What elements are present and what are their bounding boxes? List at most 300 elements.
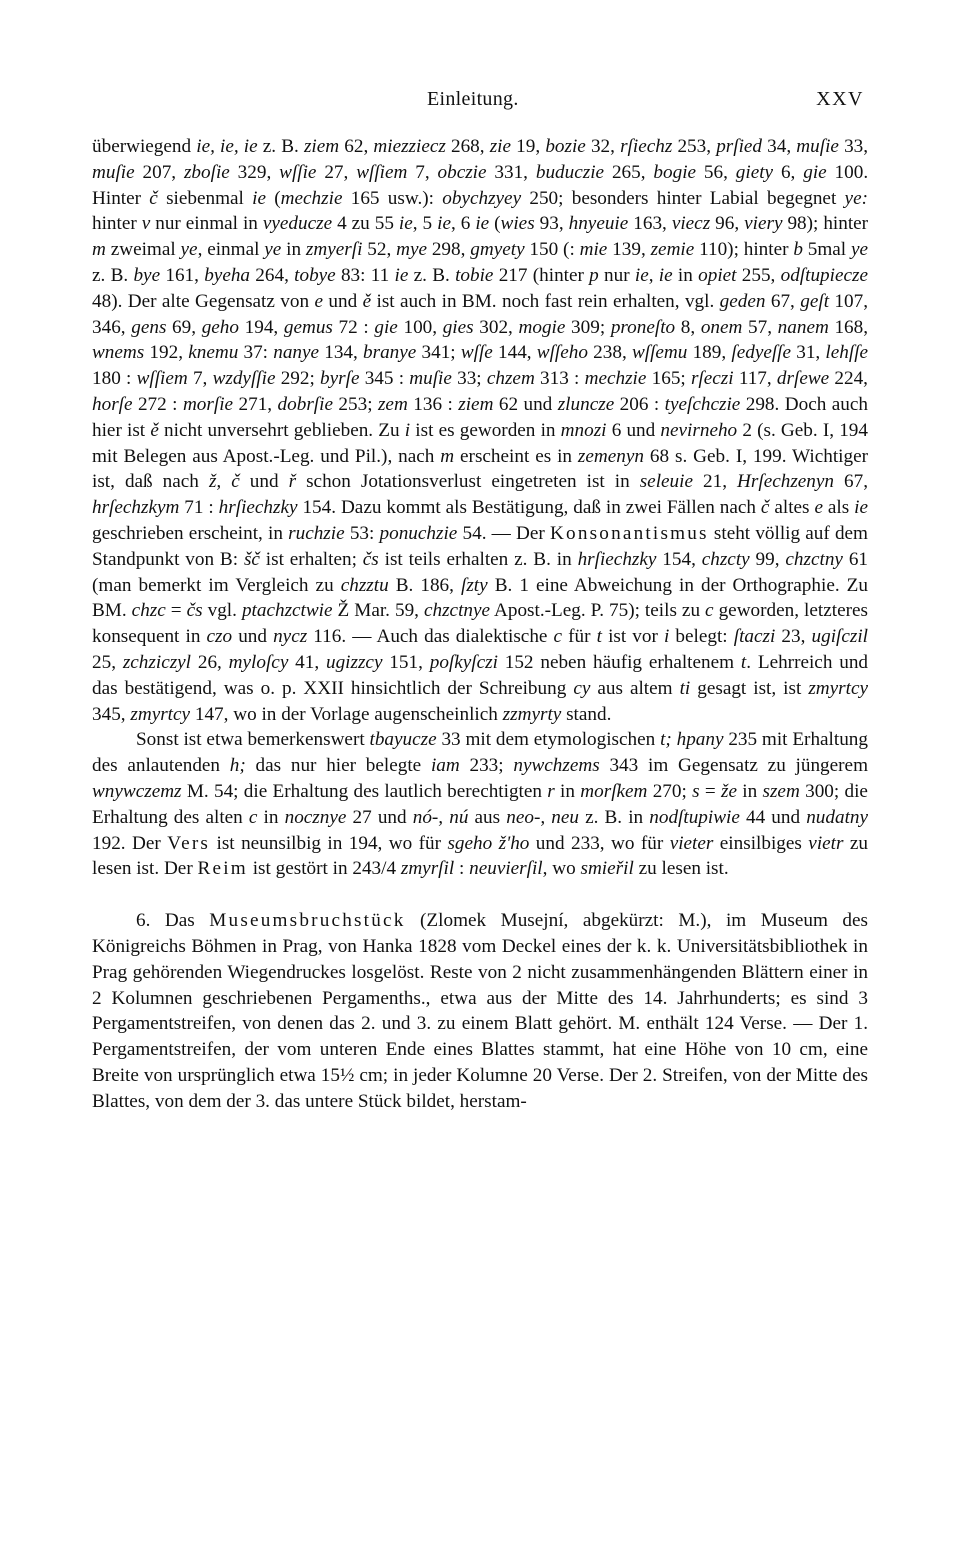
text-run: belegt:: [669, 626, 734, 648]
text-run: 117,: [733, 368, 777, 390]
italic-term: zemie: [650, 239, 695, 261]
text-run: ist teils erhalten z. B. in: [378, 548, 578, 570]
text-run: und: [239, 471, 289, 493]
paragraph: [92, 908, 868, 1114]
italic-term: muſie: [92, 161, 135, 183]
running-head-title: Einleitung.: [427, 88, 519, 110]
italic-term: zie: [489, 136, 512, 157]
text-run: 48). Der alte Gegensatz von: [92, 290, 315, 312]
text-run: 144,: [492, 342, 537, 364]
italic-term: tyeſchczie: [664, 393, 741, 415]
italic-term: odſtupiecze: [780, 264, 868, 286]
italic-term: geſt: [800, 290, 830, 312]
italic-term: hrſiechzky: [218, 497, 298, 519]
text-run: 44 und: [739, 806, 807, 828]
italic-term: cy: [573, 677, 591, 699]
italic-term: mechzie: [584, 368, 647, 390]
text-run: 345 :: [359, 368, 410, 390]
italic-term: wnywczemz: [92, 780, 182, 802]
text-run: 147, wo in der Vorlage augenscheinlich: [190, 703, 503, 725]
text-run: 268,: [445, 136, 490, 157]
italic-term: lehſſe: [825, 342, 869, 364]
italic-term: ř: [288, 471, 297, 493]
text-run: 161,: [160, 264, 205, 286]
text-run: 134,: [319, 342, 364, 364]
text-run: 67,: [834, 471, 869, 493]
text-run: 100. Hinter: [92, 161, 869, 209]
italic-term: rſeczi: [690, 368, 734, 390]
italic-term: č: [149, 187, 158, 209]
text-run: M. 54; die Erhaltung des lautlich berechtigten: [181, 780, 548, 802]
italic-term: wſſiem: [356, 161, 408, 183]
text-run: 253;: [332, 393, 378, 415]
text-run: einsilbiges: [713, 832, 809, 854]
text-run: ist gestört in 243/4: [247, 858, 401, 880]
text-run: 343 im Gegensatz zu jüngerem: [599, 755, 868, 777]
italic-term: ptachzctwie: [241, 600, 333, 622]
text-run: für: [562, 626, 597, 648]
text-run: 224,: [829, 368, 868, 390]
text-run: 309;: [565, 316, 611, 338]
italic-term: geden: [719, 290, 766, 312]
text-run: überwiegend: [92, 136, 197, 157]
italic-term: szem: [762, 780, 800, 802]
italic-term: wſſie: [279, 161, 317, 183]
text-run: 165;: [646, 368, 691, 390]
italic-term: ruchzie: [288, 522, 345, 544]
italic-term: bye: [133, 264, 161, 286]
italic-term: nudatny: [806, 806, 869, 828]
italic-term: ie: [394, 264, 409, 286]
text-run: in: [281, 239, 306, 261]
italic-term: wſſiem: [136, 368, 188, 390]
text-run: 83: 11: [335, 264, 395, 286]
italic-term: gies: [442, 316, 474, 338]
italic-term: i: [404, 419, 411, 441]
text-run: 194,: [239, 316, 284, 338]
italic-term: ugizzcy: [325, 651, 383, 673]
text-run: 313 :: [534, 368, 585, 390]
text-run: 5mal: [802, 239, 851, 261]
text-run: 329,: [229, 161, 280, 183]
running-head: [92, 88, 868, 122]
text-run: steht völlig auf dem Standpunkt von B:: [92, 522, 868, 570]
italic-term: c: [248, 806, 258, 828]
text-run: 116. — Auch das dialektische: [307, 626, 554, 648]
text-run: 292;: [275, 368, 321, 390]
text-run: 192. Der: [92, 832, 168, 854]
text-run: als: [822, 497, 855, 519]
italic-term: zboſie: [183, 161, 230, 183]
text-run: 192,: [144, 342, 189, 364]
italic-term: zmyrtcy: [808, 677, 868, 699]
italic-term: morſkem: [580, 780, 648, 802]
italic-term: gemus: [283, 316, 333, 338]
text-run: z. B.: [92, 264, 134, 286]
italic-term: horſe: [92, 393, 133, 415]
italic-term: byeha: [204, 264, 251, 286]
italic-term: nanye: [273, 342, 320, 364]
italic-term: ž, č: [208, 471, 240, 493]
spaced-term: Reim: [197, 858, 248, 880]
italic-term: muſie: [796, 136, 839, 157]
italic-term: tbayucze: [369, 729, 437, 751]
text-run: 264,: [250, 264, 295, 286]
italic-term: ie: [437, 213, 451, 235]
text-run: 341;: [416, 342, 461, 364]
italic-term: hrſechzkym: [92, 497, 180, 519]
text-run: 27,: [316, 161, 357, 183]
italic-term: rſiechz: [620, 136, 673, 157]
text-run: 37:: [238, 342, 274, 364]
italic-term: i: [663, 626, 670, 648]
italic-term: s: [692, 780, 700, 802]
text-run: und: [232, 626, 274, 648]
italic-term: vieter: [669, 832, 714, 854]
italic-term: obczie: [437, 161, 487, 183]
italic-term: buduczie: [535, 161, 605, 183]
italic-term: mnozi: [560, 419, 607, 441]
italic-term: proneſto: [610, 316, 676, 338]
text-run: =: [699, 780, 721, 802]
italic-term: mye: [396, 239, 427, 261]
italic-term: chzztu: [340, 574, 389, 596]
italic-term: ye:: [844, 187, 868, 209]
italic-term: zemenyn: [577, 445, 644, 467]
italic-term: č: [760, 497, 770, 519]
italic-term: byrſe: [320, 368, 360, 390]
italic-term: gie: [803, 161, 827, 183]
text-run: 93,: [534, 213, 569, 235]
text-run: 298. Doch auch hier ist: [92, 393, 868, 441]
text-run: 207,: [134, 161, 184, 183]
text-run: erscheint es in: [454, 445, 578, 467]
text-run: 272 :: [132, 393, 183, 415]
italic-term: ie: [854, 497, 869, 519]
italic-term: ě: [150, 419, 159, 441]
text-run: , einmal: [197, 239, 265, 261]
text-run: nur einmal in: [150, 213, 263, 235]
text-run: 345,: [92, 703, 131, 725]
italic-term: vyeducze: [262, 213, 333, 235]
body-text: [92, 134, 868, 1114]
text-run: 150 (:: [524, 239, 580, 261]
italic-term: ie: [252, 187, 267, 209]
text-run: ist erhalten;: [259, 548, 363, 570]
text-run: 107, 346,: [92, 290, 868, 338]
text-run: 19,: [511, 136, 546, 157]
italic-term: zzmyrty: [502, 703, 562, 725]
italic-term: ie: [398, 213, 413, 235]
italic-term: smieřil: [580, 858, 634, 880]
text-run: 56,: [696, 161, 736, 183]
italic-term: ugiſczil: [811, 626, 869, 648]
italic-term: wnems: [92, 342, 145, 364]
text-run: aus: [468, 806, 507, 828]
italic-term: nó-, nú: [412, 806, 469, 828]
italic-term: Hrſechzenyn: [737, 471, 835, 493]
text-run: 23,: [775, 626, 812, 648]
text-run: (: [266, 187, 281, 209]
text-run: 62,: [339, 136, 374, 157]
italic-term: neuvierſil: [469, 858, 543, 880]
italic-term: r: [547, 780, 555, 802]
text-run: 96,: [710, 213, 745, 235]
text-run: 54. — Der: [457, 522, 550, 544]
text-run: zu lesen ist.: [633, 858, 729, 880]
text-run: 6,: [773, 161, 804, 183]
text-run: nicht unversehrt geblieben. Zu: [158, 419, 405, 441]
text-run: 152 neben häufig erhaltenem: [497, 651, 741, 673]
text-run: Ž Mar. 59,: [332, 600, 424, 622]
text-run: zu lesen ist. Der: [92, 832, 868, 880]
text-run: schon Jotationsverlust eingetreten ist in: [296, 471, 640, 493]
italic-term: onem: [700, 316, 743, 338]
text-run: 26,: [191, 651, 229, 673]
italic-term: ti: [679, 677, 691, 699]
text-run: 61 (man bemerkt im Vergleich zu: [92, 548, 869, 596]
paragraph: [92, 134, 868, 727]
text-run: 235 mit Erhaltung des anlautenden: [92, 729, 868, 777]
italic-term: wies: [500, 213, 535, 235]
text-run: , 6: [450, 213, 476, 235]
italic-term: ie: [658, 264, 673, 286]
italic-term: t: [740, 651, 747, 673]
italic-term: nevirneho: [660, 419, 738, 441]
text-run: , 5: [412, 213, 438, 235]
text-run: B. 186,: [388, 574, 461, 596]
text-run: 99,: [749, 548, 786, 570]
italic-term: ie: [634, 264, 649, 286]
text-run: und: [323, 290, 363, 312]
text-run: zweimal: [105, 239, 181, 261]
italic-term: m: [440, 445, 455, 467]
text-run: 298,: [426, 239, 471, 261]
text-run: 8,: [675, 316, 701, 338]
text-run: in: [554, 780, 581, 802]
text-run: 100,: [397, 316, 443, 338]
text-run: 2 (s. Geb. I, 194 mit Belegen aus Apost.-Leg. und Pil.), nach: [92, 419, 868, 467]
text-run: 331,: [486, 161, 536, 183]
text-run: und 233, wo für: [529, 832, 670, 854]
text-run: altes: [769, 497, 815, 519]
text-run: in: [257, 806, 285, 828]
italic-term: nodſtupiwie: [649, 806, 740, 828]
italic-term: iam: [430, 755, 460, 777]
text-run: 250; besonders hinter Labial begegnet: [521, 187, 845, 209]
text-run: ist vor: [601, 626, 664, 648]
text-run: 33;: [451, 368, 487, 390]
text-run: 238,: [587, 342, 632, 364]
text-run: 52,: [362, 239, 397, 261]
italic-term: že: [721, 780, 737, 802]
italic-term: viery: [744, 213, 783, 235]
text-run: 4 zu 55: [332, 213, 399, 235]
text-run: hinter: [92, 213, 142, 235]
text-run: z. B.: [408, 264, 456, 286]
text-run: 300; die Erhaltung des alten: [92, 780, 868, 828]
text-run: 265,: [604, 161, 654, 183]
spaced-term: Konsonantismus: [549, 522, 709, 544]
text-run: siebenmal: [157, 187, 253, 209]
italic-term: ye: [850, 239, 869, 261]
italic-term: prſied: [716, 136, 763, 157]
italic-term: chzctnye: [423, 600, 491, 622]
text-run: 27 und: [346, 806, 413, 828]
text-run: 72 :: [332, 316, 375, 338]
text-run: 67,: [765, 290, 801, 312]
text-run: vgl.: [202, 600, 242, 622]
italic-term: myloſcy: [228, 651, 289, 673]
italic-term: viecz: [671, 213, 711, 235]
text-run: 69,: [166, 316, 202, 338]
italic-term: t; hpany: [660, 729, 724, 751]
italic-term: e: [314, 290, 323, 312]
text-run: 154. Dazu kommt als Bestätigung, daß in zwei Fällen nach: [297, 497, 761, 519]
text-run: Sonst ist etwa bemerkenswert: [136, 729, 370, 751]
italic-term: giety: [735, 161, 774, 183]
text-run: ist es geworden in: [410, 419, 561, 441]
italic-term: chzem: [486, 368, 535, 390]
italic-term: c: [705, 600, 714, 622]
text-run: 139,: [607, 239, 651, 261]
text-run: , wo: [542, 858, 581, 880]
text-run: ,: [648, 264, 659, 286]
italic-term: zem: [377, 393, 408, 415]
italic-term: poſkyſczi: [429, 651, 498, 673]
text-run: 98); hinter: [782, 213, 869, 235]
italic-term: ie: [475, 213, 490, 235]
text-run: ist neunsilbig in 194, wo für: [210, 832, 448, 854]
text-run: 110); hinter: [694, 239, 794, 261]
paragraph: [92, 727, 868, 882]
text-run: 33,: [838, 136, 869, 157]
text-run: 62 und: [493, 393, 558, 415]
italic-term: šč: [243, 548, 260, 570]
text-run: 34,: [762, 136, 797, 157]
italic-term: ě: [362, 290, 372, 312]
text-run: 6 und: [606, 419, 661, 441]
italic-term: ziem: [458, 393, 494, 415]
text-run: 217 (hinter: [493, 264, 590, 286]
text-run: =: [165, 600, 187, 622]
italic-term: nycz: [273, 626, 308, 648]
italic-term: h;: [229, 755, 246, 777]
italic-term: opiet: [698, 264, 737, 286]
text-run: 189,: [687, 342, 732, 364]
italic-term: tobye: [294, 264, 336, 286]
italic-term: mie: [579, 239, 608, 261]
italic-term: sgeho ž'ho: [447, 832, 530, 854]
italic-term: ye: [264, 239, 282, 261]
italic-term: zluncze: [557, 393, 615, 415]
italic-term: t: [596, 626, 602, 648]
book-page: [92, 88, 868, 1114]
italic-term: čs: [186, 600, 203, 622]
text-run: 168,: [828, 316, 869, 338]
italic-term: čs: [362, 548, 379, 570]
italic-term: morſie: [182, 393, 234, 415]
text-run: z. B.: [257, 136, 304, 157]
italic-term: mogie: [518, 316, 566, 338]
text-run: das nur hier belegte: [245, 755, 431, 777]
text-run: 7,: [407, 161, 438, 183]
italic-term: nanem: [777, 316, 829, 338]
text-run: 32,: [585, 136, 621, 157]
text-run: geworden, letzteres konsequent in: [92, 600, 868, 648]
text-run: aus altem: [590, 677, 680, 699]
italic-term: hrſiechzky: [577, 548, 657, 570]
italic-term: p: [589, 264, 599, 286]
italic-term: bogie: [653, 161, 697, 183]
text-run: . Lehrreich und das bestätigend, was o. p. XXII hinsichtlich der Schreibung: [92, 651, 869, 699]
italic-term: ſzty: [461, 574, 488, 596]
text-run: (: [489, 213, 501, 235]
italic-term: miezziecz: [373, 136, 446, 157]
text-run: 151,: [382, 651, 430, 673]
text-run: 57,: [742, 316, 778, 338]
text-run: 270;: [647, 780, 693, 802]
italic-term: nocznye: [284, 806, 347, 828]
italic-term: neo-, neu: [506, 806, 579, 828]
page-number: XXV: [816, 88, 864, 110]
italic-term: zmyrtcy: [130, 703, 191, 725]
italic-term: tobie: [455, 264, 494, 286]
text-run: 25,: [92, 651, 123, 673]
text-run: 255,: [736, 264, 781, 286]
italic-term: c: [553, 626, 563, 648]
italic-term: wſſemu: [631, 342, 688, 364]
italic-term: gens: [131, 316, 167, 338]
text-run: (Zlomek Musejní, abgekürzt: M.), im Museum des Königreichs Böhmen in Prag, von Hanka 1828 vom Deckel eines der k. k. Universitätsbibliothek in Prag gehörenden Wiegendruckes losgelöst. Reste von 2 nicht zusammenhängenden Blättern einer in 2 Kolumnen geschriebenen Pergamenths., etwa aus der Mitte des 14. Jahrhunderts; es sind 3 Pergamentstreifen, von denen das 2. und 3. zu einem Blatt gehört. M. enthält 124 Verse. — Der 1. Pergamentstreifen, der vom unteren Ende eines Blattes stammt, hat eine Höhe von 10 cm, eine Breite von ursprünglich etwa 15½ cm; in jeder Kolumne 20 Verse. Der 2. Streifen, von der Mitte des Blattes, von dem der 3. das untere Stück bildet, herstam-: [92, 910, 868, 1112]
text-run: 53:: [344, 522, 380, 544]
text-run: 302,: [473, 316, 519, 338]
text-run: 163,: [628, 213, 672, 235]
italic-term: wſſeho: [536, 342, 588, 364]
italic-term: chzcty: [701, 548, 750, 570]
italic-term: wſſe: [460, 342, 493, 364]
italic-term: ye: [180, 239, 198, 261]
text-run: 71 :: [179, 497, 219, 519]
text-run: 253,: [672, 136, 717, 157]
text-run: 6. Das: [136, 910, 210, 932]
italic-term: e: [814, 497, 823, 519]
italic-term: ponuchzie: [379, 522, 458, 544]
italic-term: v: [141, 213, 151, 235]
italic-term: wzdyſſie: [212, 368, 276, 390]
italic-term: muſie: [409, 368, 452, 390]
text-run: geschrieben erscheint, in: [92, 522, 289, 544]
text-run: 233;: [459, 755, 514, 777]
text-run: Apost.-Leg. P. 75); teils zu: [490, 600, 706, 622]
italic-term: czo: [206, 626, 233, 648]
text-run: 165 usw.):: [342, 187, 443, 209]
text-run: nur: [598, 264, 635, 286]
italic-term: vietr: [808, 832, 844, 854]
text-run: :: [454, 858, 470, 880]
italic-term: mechzie: [280, 187, 343, 209]
italic-term: gie: [374, 316, 398, 338]
italic-term: dobrſie: [277, 393, 333, 415]
text-run: stand.: [561, 703, 612, 725]
text-run: 206 :: [614, 393, 665, 415]
spaced-term: Vers: [167, 832, 211, 854]
text-run: gesagt ist, ist: [690, 677, 809, 699]
italic-term: ſtaczi: [733, 626, 776, 648]
text-run: 33 mit dem etymologischen: [436, 729, 661, 751]
italic-term: obychzyey: [442, 187, 522, 209]
italic-term: ziem: [303, 136, 340, 157]
